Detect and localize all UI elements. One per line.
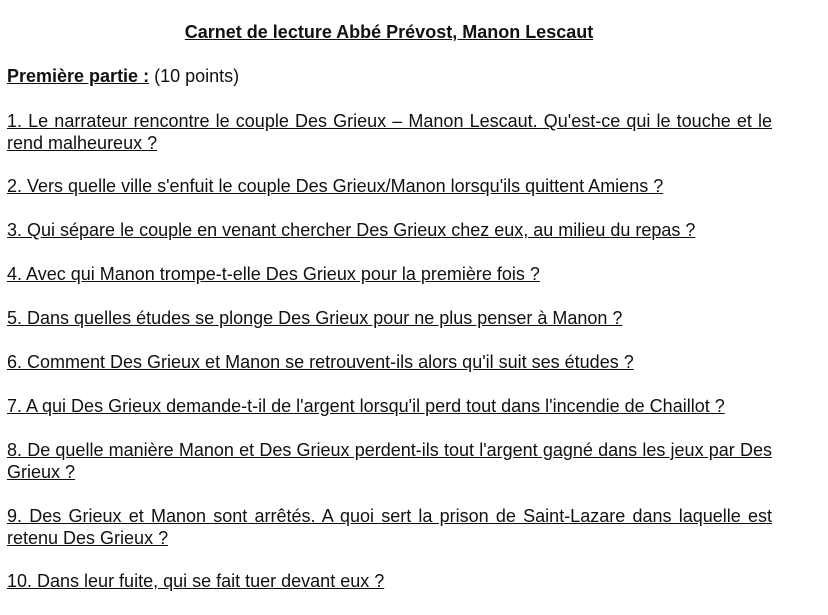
part-heading (7, 65, 239, 87)
question-10: 10. Dans leur fuite, qui se fait tuer devant eux ? (7, 571, 385, 591)
part-points: (10 points) (154, 66, 240, 86)
question-2: 2. Vers quelle ville s'enfuit le couple Des Grieux/Manon lorsqu'ils quittent Amiens ? (7, 176, 664, 196)
question-1: 1. Le narrateur rencontre le couple Des Grieux – Manon Lescaut. Qu'est-ce qui le touche et le rend malheureux ? (7, 111, 772, 153)
question-6: 6. Comment Des Grieux et Manon se retrouvent-ils alors qu'il suit ses études ? (7, 352, 634, 372)
question-8: 8. De quelle manière Manon et Des Grieux perdent-ils tout l'argent gagné dans les jeux par Des Grieux ? (7, 440, 772, 482)
page-title: Carnet de lecture Abbé Prévost, Manon Lescaut (184, 22, 594, 42)
question-4: 4. Avec qui Manon trompe-t-elle Des Grieux pour la première fois ? (7, 264, 540, 284)
question-7: 7. A qui Des Grieux demande-t-il de l'argent lorsqu'il perd tout dans l'incendie de Chaillot ? (7, 396, 725, 416)
question-9: 9. Des Grieux et Manon sont arrêtés. A quoi sert la prison de Saint-Lazare dans laquelle est retenu Des Grieux ? (7, 506, 772, 548)
question-5: 5. Dans quelles études se plonge Des Grieux pour ne plus penser à Manon ? (7, 308, 623, 328)
question-3: 3. Qui sépare le couple en venant chercher Des Grieux chez eux, au milieu du repas ? (7, 220, 696, 240)
part-label: Première partie : (7, 66, 150, 86)
